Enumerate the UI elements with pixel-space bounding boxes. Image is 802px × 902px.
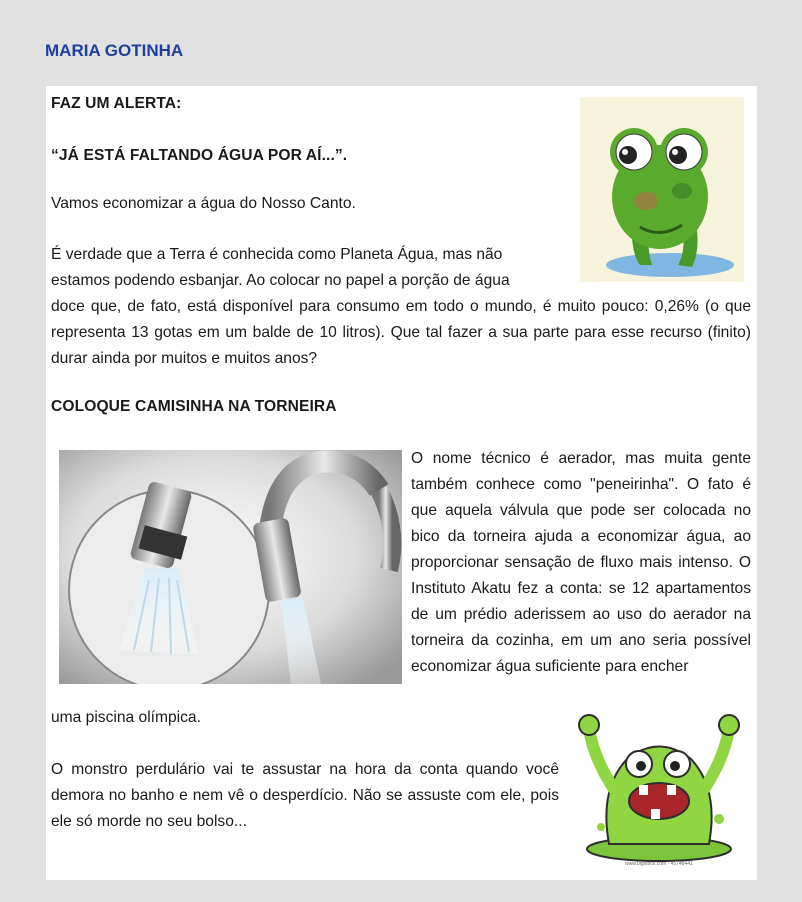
monster-paragraph: O monstro perdulário vai te assustar na hora da conta quando você demora no banho e nem vê o desperdício. Não se assuste com ele, pois ele só morde no seu bolso...: [51, 761, 559, 830]
intro-text: Vamos economizar a água do Nosso Canto.: [51, 195, 356, 212]
article-panel: [46, 86, 757, 880]
paragraph-1-line-1: É verdade que a Terra é conhecida como Planeta Água, mas não: [51, 246, 503, 263]
section-title: COLOQUE CAMISINHA NA TORNEIRA: [51, 398, 337, 415]
alert-quote: “JÁ ESTÁ FALTANDO ÁGUA POR AÍ...”.: [51, 147, 348, 164]
paragraph-1-line-2: estamos podendo esbanjar. Ao colocar no papel a porção de água: [51, 272, 510, 289]
page-heading: MARIA GOTINHA: [45, 41, 184, 60]
monster-watermark: www.bigstock.com · 45748441: [625, 861, 693, 867]
aerator-paragraph: O nome técnico é aerador, mas muita gente também conhece como "peneirinha". O fato é que aquela válvula que pode ser colocada no bico da torneira ajuda a economizar água, ao proporcionar sensação de fluxo mais intenso. O Instituto Akatu fez a conta: se 12 apartamentos de um prédio aderissem ao uso do aerador na torneira da cozinha, em um ano seria possível economizar água suficiente para encher: [411, 450, 751, 675]
aerator-paragraph-tail: uma piscina olímpica.: [51, 709, 201, 726]
faucet-aerator-photo: [59, 450, 402, 684]
green-monster-illustration: [569, 709, 749, 869]
alert-title: FAZ UM ALERTA:: [51, 95, 182, 112]
frog-illustration: [580, 97, 744, 282]
paragraph-1-rest: doce que, de fato, está disponível para consumo em todo o mundo, é muito pouco: 0,26% (o que representa 13 gotas em um balde de 10 litros). Que tal fazer a sua parte para esse recurso (finito) durar ainda por muitos e muitos anos?: [51, 298, 751, 367]
